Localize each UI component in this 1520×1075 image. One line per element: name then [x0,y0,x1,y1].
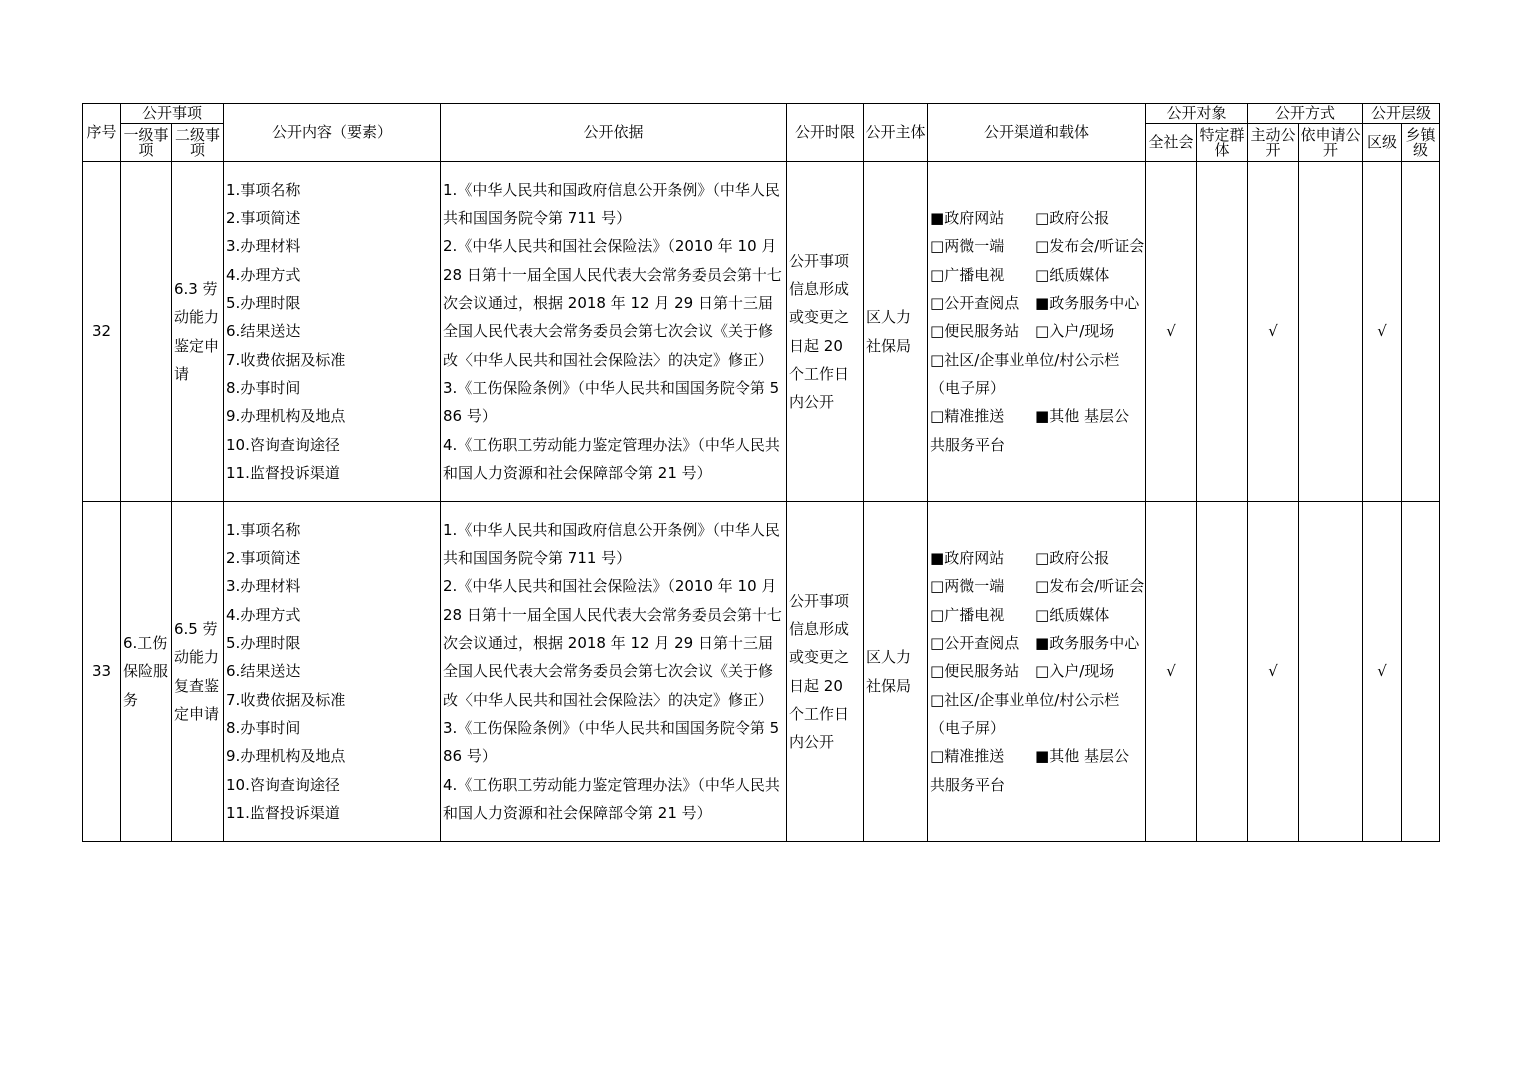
content-item: 6.结果送达 [226,662,301,681]
content-item: 10.咨询查询途径 [226,775,340,794]
header-subject: 公开主体 [864,104,928,162]
channel-public-reading-point: □公开查阅点 [930,294,1020,313]
basis-item: 3.《工伤保险条例》（中华人民共和国国务院令第 586 号） [443,378,780,426]
row-seq: 33 [83,502,121,842]
row-seq: 32 [83,162,121,502]
content-item: 4.办理方式 [226,265,301,284]
header-basis: 公开依据 [441,104,787,162]
basis-item: 1.《中华人民共和国政府信息公开条例》（中华人民共和国国务院令第 711 号） [443,180,780,228]
channel-service-center: ■政务服务中心 [1035,294,1140,313]
row-subject: 区人力社保局 [864,502,928,842]
channel-other-platform: ■其他 基层公共服务平台 [930,407,1129,454]
header-target-all: 全社会 [1146,124,1197,162]
channel-broadcast-tv: □广播电视 [930,265,1005,284]
channel-targeted-push: □精准推送 [930,407,1005,426]
channel-service-center: ■政务服务中心 [1035,634,1140,653]
row-mode-active: √ [1248,162,1299,502]
content-item: 3.办理材料 [226,577,301,596]
row-basis [441,162,787,502]
header-seq: 序号 [83,104,121,162]
row-mode-active: √ [1248,502,1299,842]
channel-targeted-push: □精准推送 [930,747,1005,766]
channel-door-to-door: □入户/现场 [1035,322,1115,341]
header-time-limit: 公开时限 [787,104,864,162]
channel-bulletin-board: □社区/企事业单位/村公示栏（电子屏） [930,690,1120,737]
content-item: 4.办理方式 [226,605,301,624]
channel-convenience-station: □便民服务站 [930,322,1020,341]
row-level-town [1402,502,1440,842]
row-target-specific [1197,502,1248,842]
row-level2: 6.5 劳动能力复查鉴定申请 [172,502,224,842]
row-content [224,162,441,502]
content-item: 11.监督投诉渠道 [226,463,340,482]
content-item: 8.办事时间 [226,718,301,737]
content-item: 2.事项简述 [226,209,301,228]
row-level-town [1402,162,1440,502]
basis-item: 2.《中华人民共和国社会保险法》（2010 年 10 月 28 日第十一届全国人民代表大会常务委员会第十七次会议通过，根据 2018 年 12 月 29 日第十三届全国人民代表大会常务委员会第七次会议《关于修改〈中华人民共和国社会保险法〉的决定》修正） [443,237,782,369]
content-item: 10.咨询查询途径 [226,435,340,454]
basis-item: 4.《工伤职工劳动能力鉴定管理办法》（中华人民共和国人力资源和社会保障部令第 21 号） [443,775,780,822]
channel-press-hearing: □发布会/听证会 [1035,577,1145,596]
channel-government-website: ■政府网站 [930,549,1005,568]
header-level-town: 乡镇级 [1402,124,1440,162]
content-item: 6.结果送达 [226,322,301,341]
channel-public-reading-point: □公开查阅点 [930,634,1020,653]
header-content: 公开内容（要素） [224,104,441,162]
header-mode-request: 依申请公开 [1299,124,1363,162]
channel-paper-media: □纸质媒体 [1035,605,1110,624]
channel-government-gazette: □政府公报 [1035,549,1110,568]
header-target-group: 公开对象 [1146,104,1248,124]
channel-paper-media: □纸质媒体 [1035,265,1110,284]
content-item: 7.收费依据及标准 [226,690,346,709]
row-channels [928,162,1146,502]
basis-item: 3.《工伤保险条例》（中华人民共和国国务院令第 586 号） [443,718,780,766]
disclosure-table [82,103,1440,842]
row-time-limit: 公开事项信息形成或变更之日起 20 个工作日内公开 [787,502,864,842]
content-item: 3.办理材料 [226,237,301,256]
channel-wechat-weibo-app: □两微一端 [930,577,1005,596]
header-channel: 公开渠道和载体 [928,104,1146,162]
header-mode-active: 主动公开 [1248,124,1299,162]
header-mode-group: 公开方式 [1248,104,1363,124]
row-target-all: √ [1146,162,1197,502]
row-level-district: √ [1363,502,1402,842]
channel-other-platform: ■其他 基层公共服务平台 [930,747,1129,794]
table-row [83,502,1440,842]
row-target-all: √ [1146,502,1197,842]
header-level-group: 公开层级 [1363,104,1440,124]
row-mode-request [1299,502,1363,842]
header-level-district: 区级 [1363,124,1402,162]
row-channels [928,502,1146,842]
header-item-group: 公开事项 [121,104,224,124]
header-target-specific: 特定群体 [1197,124,1248,162]
row-subject: 区人力社保局 [864,162,928,502]
row-level1: 6.工伤保险服务 [121,502,172,842]
channel-bulletin-board: □社区/企事业单位/村公示栏（电子屏） [930,350,1120,397]
channel-press-hearing: □发布会/听证会 [1035,237,1145,256]
content-item: 9.办理机构及地点 [226,407,346,426]
content-item: 11.监督投诉渠道 [226,803,340,822]
header-level2: 二级事项 [172,124,224,162]
basis-item: 2.《中华人民共和国社会保险法》（2010 年 10 月 28 日第十一届全国人民代表大会常务委员会第十七次会议通过，根据 2018 年 12 月 29 日第十三届全国人民代表大会常务委员会第七次会议《关于修改〈中华人民共和国社会保险法〉的决定》修正） [443,577,782,709]
content-item: 1.事项名称 [226,520,301,539]
row-level2: 6.3 劳动能力鉴定申请 [172,162,224,502]
table-body [83,162,1440,842]
row-level-district: √ [1363,162,1402,502]
header-level1: 一级事项 [121,124,172,162]
content-item: 7.收费依据及标准 [226,350,346,369]
row-target-specific [1197,162,1248,502]
channel-broadcast-tv: □广播电视 [930,605,1005,624]
content-item: 1.事项名称 [226,180,301,199]
row-time-limit: 公开事项信息形成或变更之日起 20 个工作日内公开 [787,162,864,502]
channel-door-to-door: □入户/现场 [1035,662,1115,681]
content-item: 9.办理机构及地点 [226,747,346,766]
table-row [83,162,1440,502]
channel-wechat-weibo-app: □两微一端 [930,237,1005,256]
row-level1 [121,162,172,502]
channel-government-gazette: □政府公报 [1035,209,1110,228]
row-content [224,502,441,842]
content-item: 5.办理时限 [226,294,301,313]
basis-item: 4.《工伤职工劳动能力鉴定管理办法》（中华人民共和国人力资源和社会保障部令第 21 号） [443,435,780,482]
content-item: 5.办理时限 [226,634,301,653]
channel-convenience-station: □便民服务站 [930,662,1020,681]
basis-item: 1.《中华人民共和国政府信息公开条例》（中华人民共和国国务院令第 711 号） [443,520,780,568]
row-basis [441,502,787,842]
content-item: 8.办事时间 [226,378,301,397]
row-mode-request [1299,162,1363,502]
channel-government-website: ■政府网站 [930,209,1005,228]
content-item: 2.事项简述 [226,549,301,568]
